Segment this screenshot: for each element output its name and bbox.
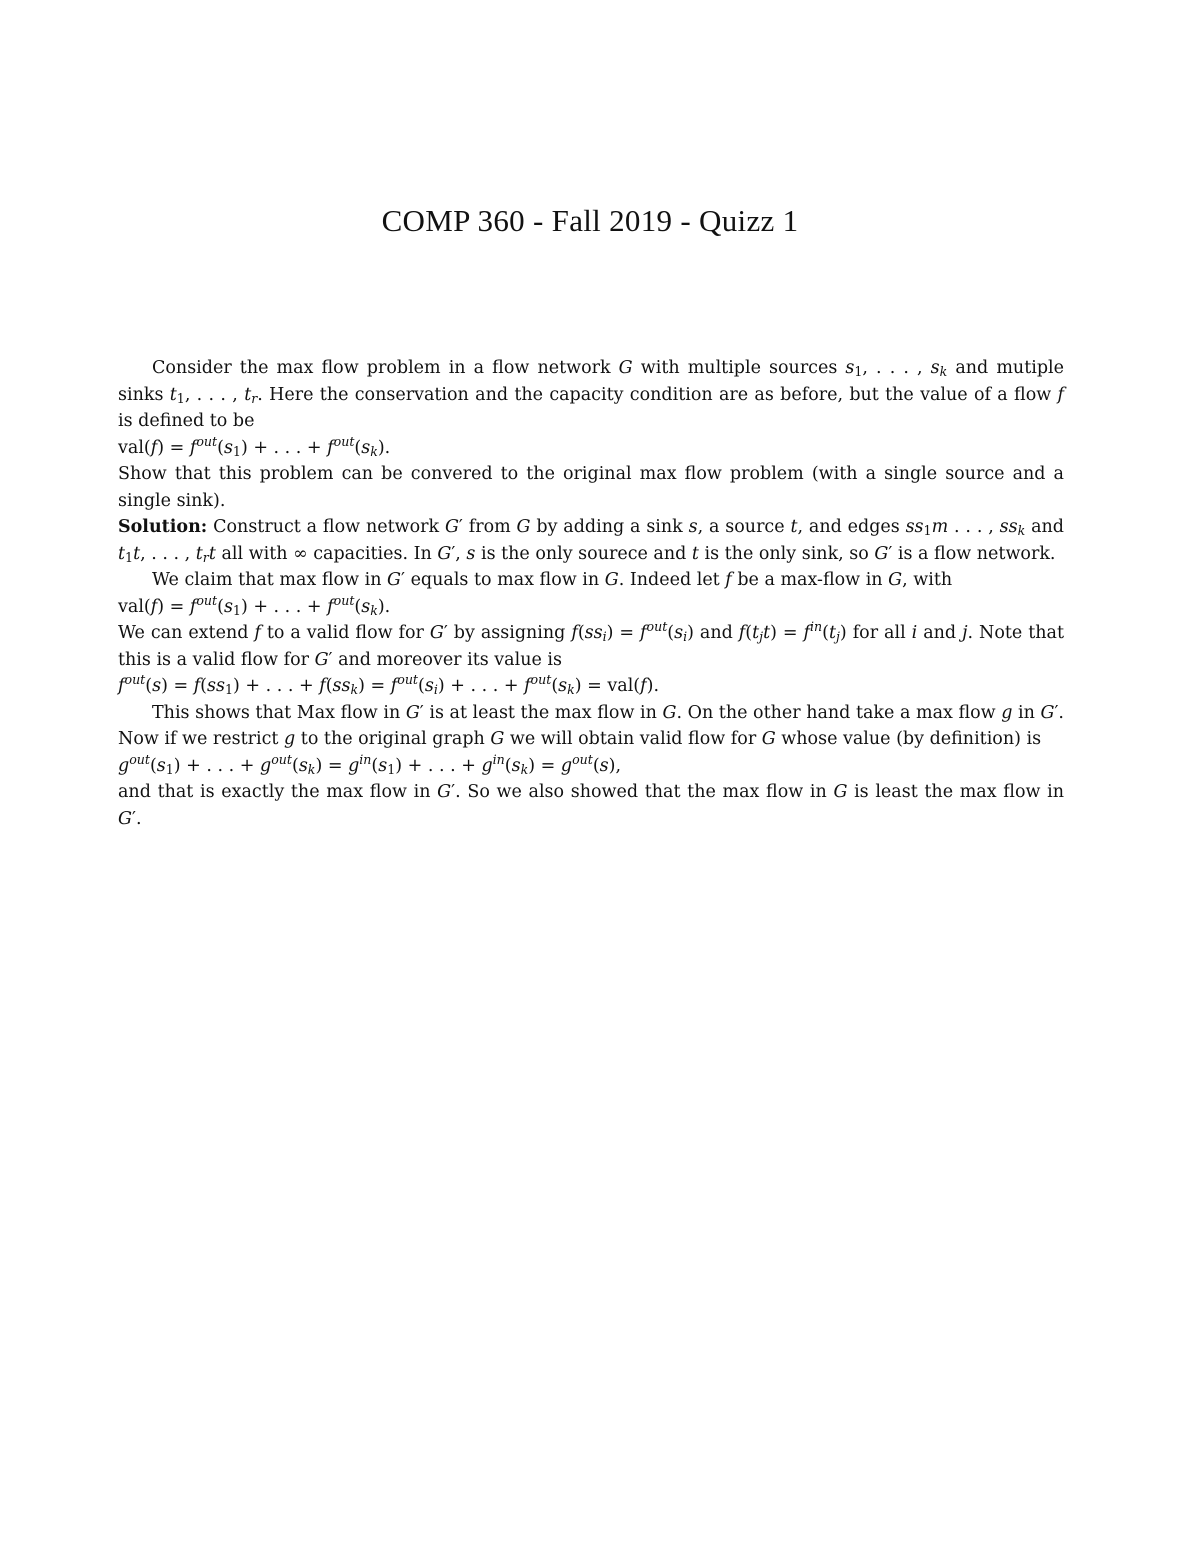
claim-paragraph: We claim that max flow in G′ equals to max flow in G. Indeed let f be a max-flow in G, with — [152, 570, 953, 590]
solution-paragraph: Solution: Construct a flow network G′ from G by adding a sink s, a source t, and edges $ss_1m$ . . . , $ss_k$ and $t_1t$, . . . , $t_rt$ all with ∞ capacities. In G′, s is the only sourece and t is the only sink, so G′ is a flow network. — [118, 517, 1064, 565]
flow-value-equation: $val(f) = f^{out}(s_1)$ + . . . + $f^{out}(s_k)$. — [118, 433, 391, 459]
max-flow-value-equation: $val(f) = f^{out}(s_1)$ + . . . + $f^{out}(s_k)$. — [118, 592, 391, 618]
conclusion-paragraph: and that is exactly the max flow in G′. So we also showed that the max flow in G is least the max flow in G′. — [118, 782, 1064, 829]
extension-paragraph: We can extend f to a valid flow for G′ by assigning $f(ss_i) = f^{out}(s_i)$ and $f(t_jt) = f^{in}(t_j)$ for all i and j. Note that this is a valid flow for G′ and moreover its value is — [118, 619, 1064, 670]
restriction-paragraph: This shows that Max flow in G′ is at least the max flow in G. On the other hand take a max flow g in G′. Now if we restrict g to the original graph G we will obtain valid flow for G whose value (by definition) is — [118, 702, 1064, 749]
page-title: COMP 360 - Fall 2019 - Quizz 1 — [381, 203, 799, 238]
extended-flow-value-equation: $f^{out}(s) = f(ss_1)$ + . . . + $f(ss_k) = f^{out}(s_i)$ + . . . + $f^{out}(s_k) = val(f)$. — [118, 672, 660, 698]
problem-statement: Consider the max flow problem in a flow network G with multiple sources $s_1$, . . . , $s_k$ and mutiple sinks $t_1$, . . . , $t_r$. Here the conservation and the capacity condition are as before, but the value of a flow f is defined to be — [118, 358, 1065, 431]
restricted-flow-value-equation: $g^{out}(s_1)$ + . . . + $g^{out}(s_k) = g^{in}(s_1)$ + . . . + $g^{in}(s_k) = g^{out}(s)$, — [118, 751, 622, 777]
document-body — [118, 355, 1064, 832]
problem-task: Show that this problem can be convered to the original max flow problem (with a single source and a single sink). — [118, 464, 1064, 511]
